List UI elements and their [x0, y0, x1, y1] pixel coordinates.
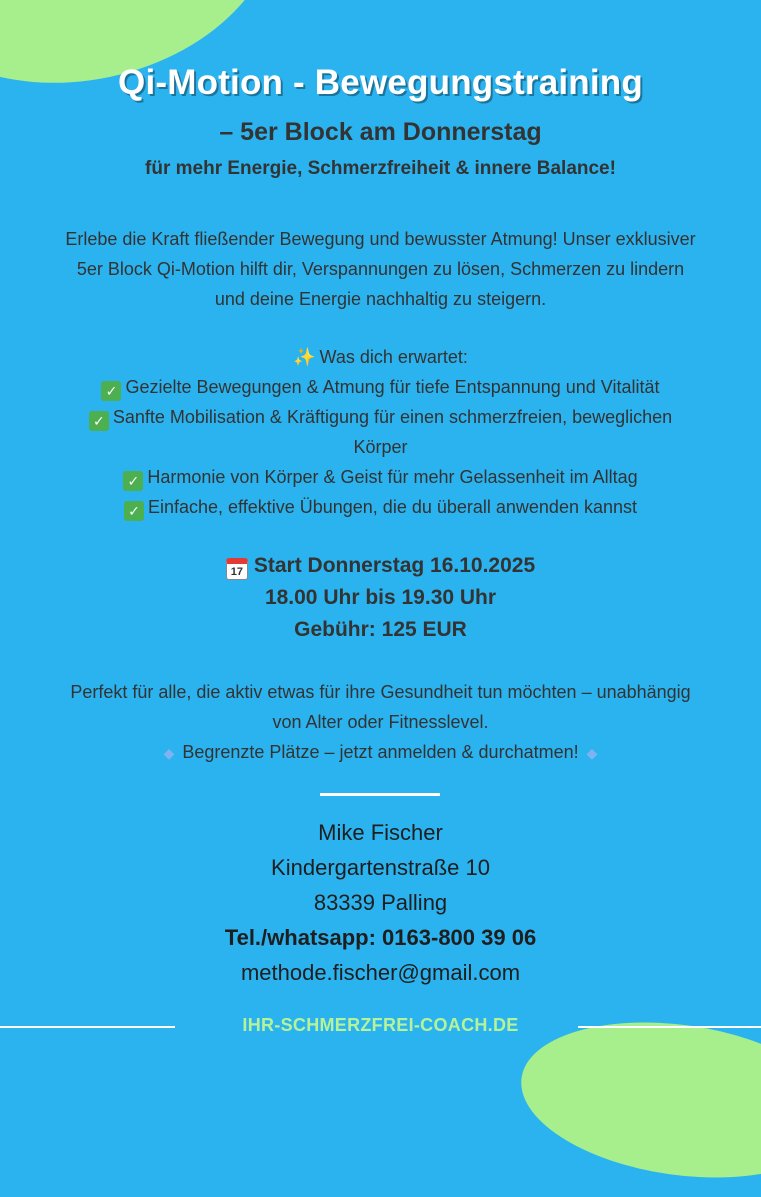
- subtitle: – 5er Block am Donnerstag: [219, 118, 542, 146]
- divider: [320, 793, 440, 796]
- event-fee: Gebühr: 125 EUR: [294, 618, 467, 641]
- diamond-icon: ◆: [586, 745, 598, 761]
- expectations-list: [60, 342, 701, 522]
- list-item-text: Gezielte Bewegungen & Atmung für tiefe Entspannung und Vitalität: [125, 377, 660, 397]
- sparkles-icon: ✨: [293, 347, 316, 367]
- checkmark-icon: ✓: [123, 471, 143, 491]
- list-item-text: Einfache, effektive Übungen, die du überall anwenden kannst: [147, 497, 637, 517]
- list-item-text: Sanfte Mobilisation & Kräftigung für einen schmerzfreien, beweglichen Körper: [112, 407, 673, 457]
- diamond-icon: ◆: [163, 745, 175, 761]
- checkmark-icon: ✓: [124, 501, 144, 521]
- checkmark-icon: ✓: [89, 411, 109, 431]
- list-item: [60, 372, 701, 402]
- closing-line: von Alter oder Fitnesslevel.: [272, 712, 489, 732]
- expectations-heading: [60, 342, 701, 372]
- expectations-heading-text: Was dich erwartet:: [319, 347, 468, 367]
- contact-name: Mike Fischer: [318, 820, 443, 845]
- closing-text: [40, 677, 721, 768]
- list-item: [60, 402, 701, 462]
- contact-phone: Tel./whatsapp: 0163-800 39 06: [224, 925, 537, 950]
- website-url: IHR-SCHMERZFREI-COACH.DE: [242, 1015, 519, 1035]
- closing-line: Perfekt für alle, die aktiv etwas für ihre Gesundheit tun möchten – unabhängig: [70, 682, 691, 702]
- calendar-icon: 17: [226, 558, 248, 580]
- closing-cta: [40, 737, 721, 768]
- list-item: [60, 462, 701, 492]
- tagline: für mehr Energie, Schmerzfreiheit & innere Balance!: [145, 158, 616, 179]
- contact-email: methode.fischer@gmail.com: [240, 960, 521, 985]
- event-time: 18.00 Uhr bis 19.30 Uhr: [264, 586, 497, 609]
- event-details: [0, 550, 761, 646]
- contact-block: [0, 815, 761, 990]
- page-title: Qi-Motion - Bewegungstraining: [118, 63, 643, 102]
- event-start-text: Start Donnerstag 16.10.2025: [253, 554, 536, 577]
- intro-line: und deine Energie nachhaltig zu steigern.: [214, 289, 547, 309]
- contact-street: Kindergartenstraße 10: [271, 855, 490, 880]
- list-item: [60, 492, 701, 522]
- intro-line: Erlebe die Kraft fließender Bewegung und bewusster Atmung! Unser exklusiver: [65, 229, 696, 249]
- checkmark-icon: ✓: [101, 381, 121, 401]
- intro-line: 5er Block Qi-Motion hilft dir, Verspannungen zu lösen, Schmerzen zu lindern: [76, 259, 685, 279]
- contact-city: 83339 Palling: [313, 890, 448, 915]
- intro-text: [45, 224, 716, 314]
- closing-cta-text: Begrenzte Plätze – jetzt anmelden & durchatmen!: [182, 742, 579, 762]
- list-item-text: Harmonie von Körper & Geist für mehr Gelassenheit im Alltag: [147, 467, 638, 487]
- event-start: [0, 550, 761, 582]
